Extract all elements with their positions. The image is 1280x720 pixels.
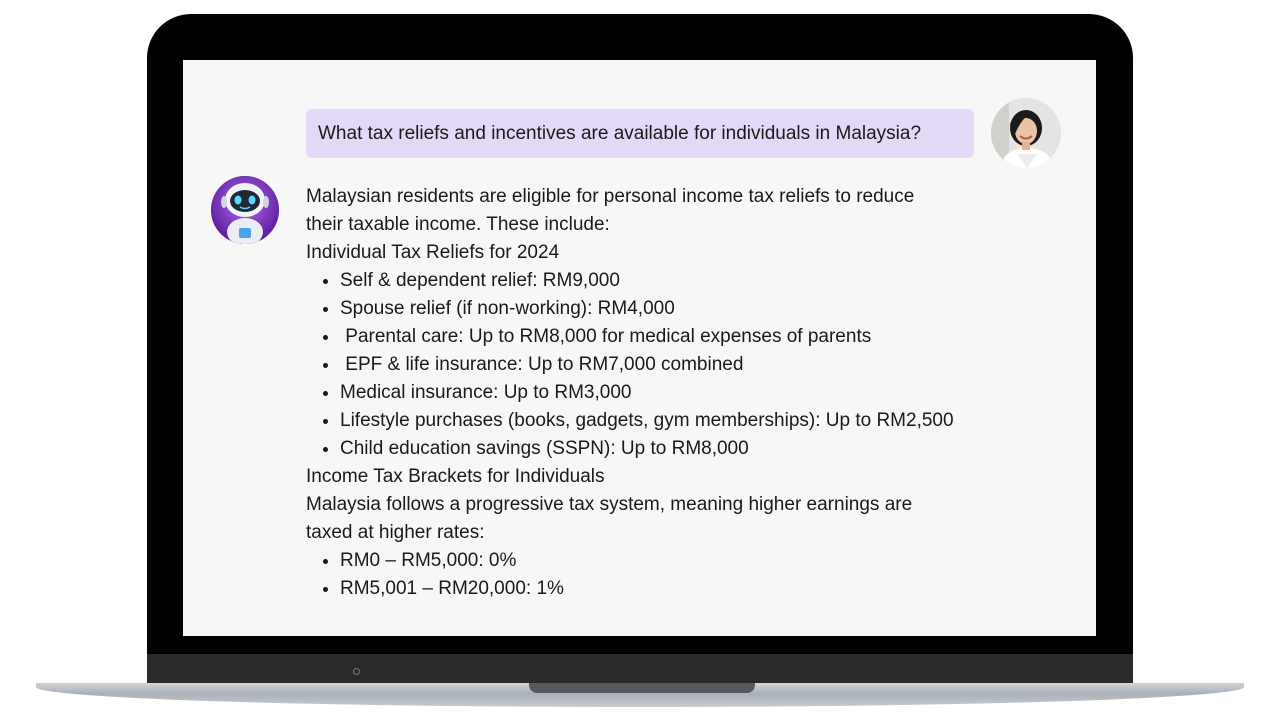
user-avatar xyxy=(991,98,1061,168)
bot-avatar xyxy=(211,176,279,244)
bracket-item: • RM0 – RM5,000: 0% xyxy=(340,547,956,575)
relief-item: • Medical insurance: Up to RM3,000 xyxy=(340,379,956,407)
brackets-list xyxy=(306,547,956,603)
laptop-base-notch xyxy=(529,683,755,693)
brackets-intro: Malaysia follows a progressive tax system, meaning higher earnings are taxed at higher rates: xyxy=(306,494,913,543)
assistant-answer xyxy=(306,183,956,603)
brackets-heading: Income Tax Brackets for Individuals xyxy=(306,466,605,487)
reliefs-heading: Individual Tax Reliefs for 2024 xyxy=(306,242,560,263)
relief-item: • Parental care: Up to RM8,000 for medical expenses of parents xyxy=(340,323,956,351)
user-message-text: What tax reliefs and incentives are available for individuals in Malaysia? xyxy=(318,122,922,144)
robot-icon xyxy=(211,176,279,244)
relief-item: • Self & dependent relief: RM9,000 xyxy=(340,267,956,295)
relief-item: • Lifestyle purchases (books, gadgets, gym memberships): Up to RM2,500 xyxy=(340,407,956,435)
relief-item: • Child education savings (SSPN): Up to RM8,000 xyxy=(340,435,956,463)
reliefs-list xyxy=(306,267,956,463)
camera-icon xyxy=(353,668,360,675)
bracket-item: • RM5,001 – RM20,000: 1% xyxy=(340,575,956,603)
laptop-bottom-bezel xyxy=(147,654,1133,684)
relief-item: • EPF & life insurance: Up to RM7,000 combined xyxy=(340,351,956,379)
user-avatar-icon xyxy=(991,98,1061,168)
user-message-bubble xyxy=(306,109,974,158)
answer-intro: Malaysian residents are eligible for personal income tax reliefs to reduce their taxable income. These include: xyxy=(306,186,915,235)
relief-item: • Spouse relief (if non-working): RM4,000 xyxy=(340,295,956,323)
